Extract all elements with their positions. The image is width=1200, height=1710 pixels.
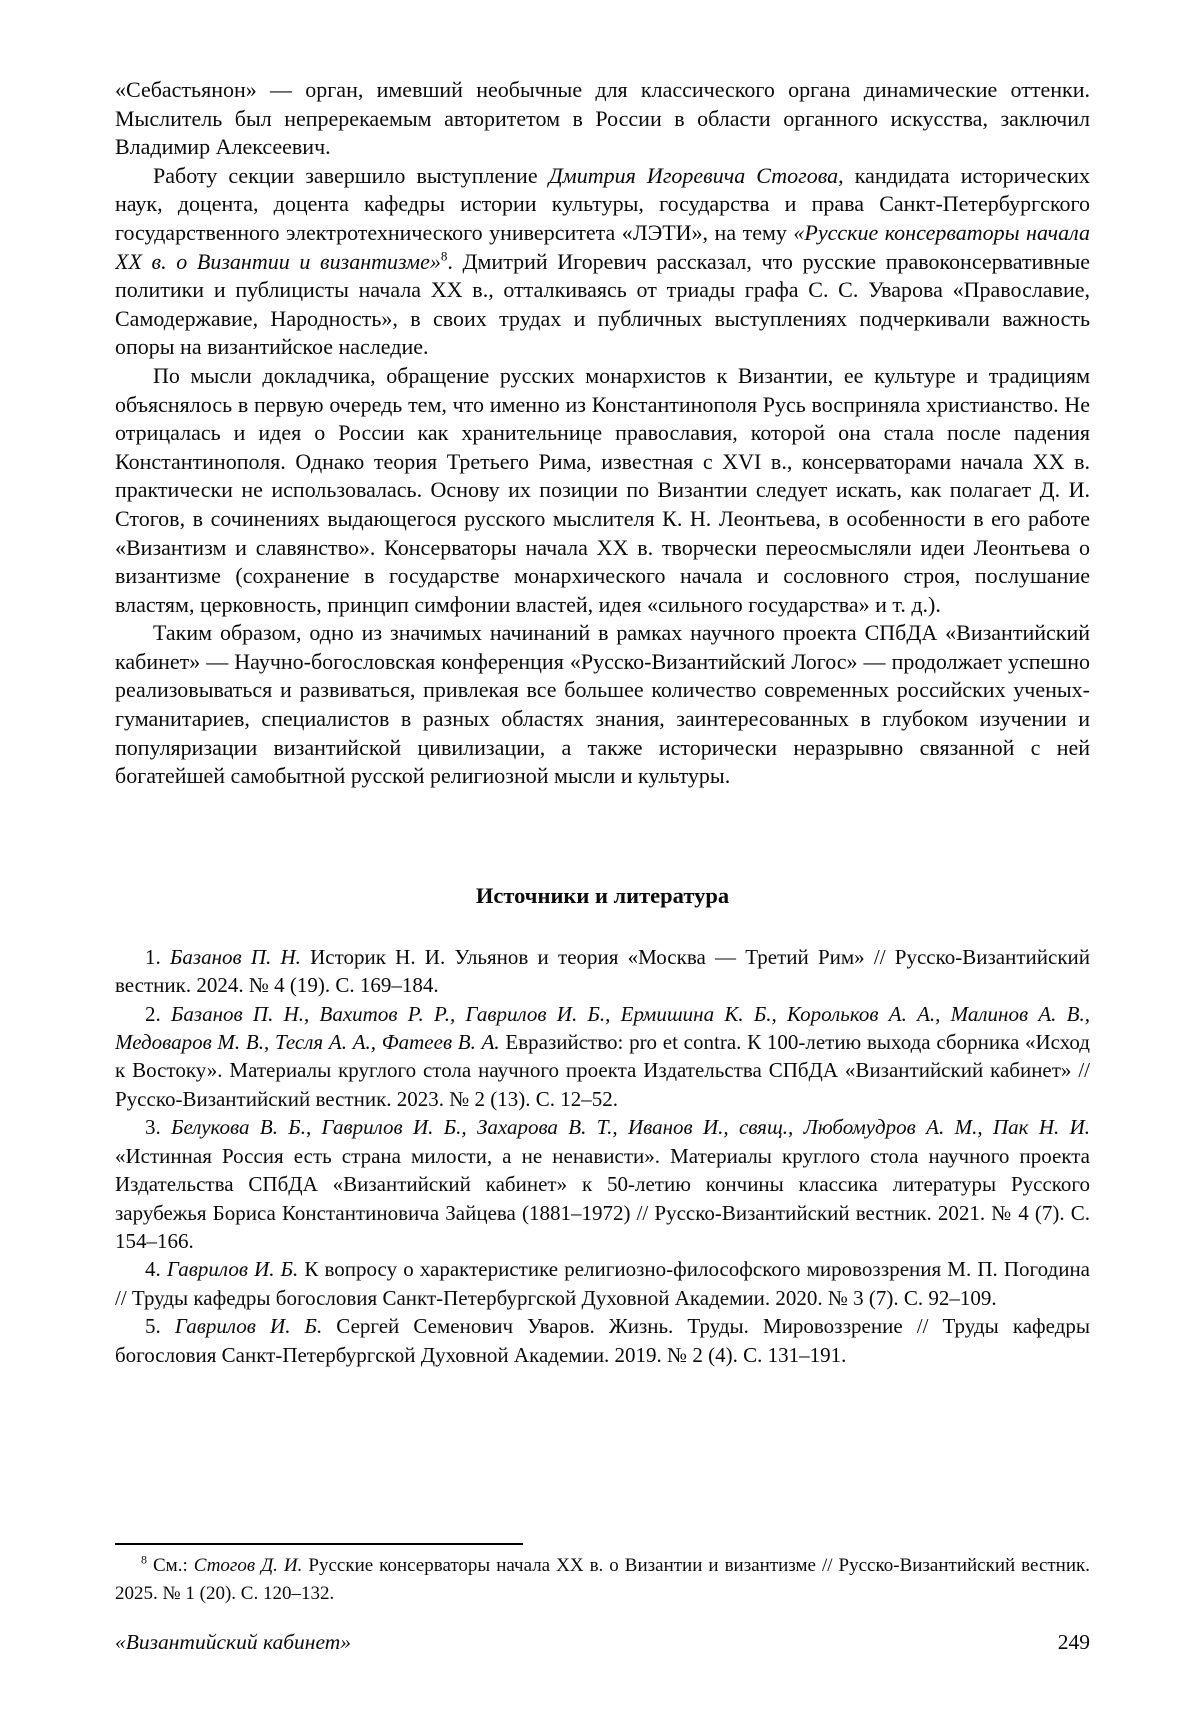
references-list [115, 943, 1090, 1369]
paragraph-sebastianon [115, 76, 1090, 162]
running-title: «Византийский кабинет» [115, 1630, 351, 1654]
page-content [115, 76, 1090, 1538]
reference-authors: Белукова В. Б., Гаврилов И. Б., Захарова В. Т., Иванов И., свящ., Любомудров А. М., Пак Н. И. [171, 1115, 1090, 1140]
reference-item-1 [115, 943, 1090, 1000]
sources-heading: Источники и литература [475, 882, 730, 908]
footnote-text: См.: [147, 1555, 194, 1576]
paragraph-text: Таким образом, одно из значимых начинаний в рамках научного проекта СПбДА «Византийский кабинет» — Научно-богословская конференция «Русско-Византийский Логос» — продолжает успешно реализовываться и развиваться, привлекая все большее количество современных российских ученых-гуманитариев, специалистов в разных областях знания, заинтересованных в глубоком изучении и популяризации византийской цивилизации, а также исторически неразрывно связанной с ней богатейшей самобытной русской религиозной мысли и культуры. [115, 620, 1090, 789]
report-title-italic: «Русские консерваторы начала XX в. о Византии и византизме» [115, 219, 1090, 274]
footnote-text: Русские консерваторы начала XX в. о Византии и византизме // Русско-Византийский вестник. 2025. № 1 (20). С. 120–132. [115, 1555, 1090, 1604]
reference-number: 4. [145, 1257, 167, 1282]
footnote-marker: 8 [141, 1552, 147, 1567]
paragraph-text: . Дмитрий Игоревич рассказал, что русские правоконсервативные политики и публицисты начала XX в., отталкиваясь от триады графа С. С. Уварова «Православие, Самодержавие, Народность», в своих трудах и публичных выступлениях подчеркивали важность опоры на византийское наследие. [115, 248, 1090, 360]
reference-number: 1. [145, 944, 170, 969]
footnote-block [115, 1543, 1090, 1608]
reference-authors: Базанов П. Н. [169, 944, 301, 969]
reference-number: 3. [145, 1115, 172, 1140]
reference-authors: Базанов П. Н., Вахитов Р. Р., Гаврилов И. Б., Ермишина К. Б., Корольков А. А., Малинов А. В., Медоваров М. В., Тесля А. А., Фатеев В. А. [115, 1001, 1090, 1055]
footnote-separator-rule [115, 1543, 523, 1545]
paragraph-text: , кандидата исторических наук, доцента, доцента кафедры истории культуры, государства и права Санкт-Петербургского государственного электротехнического университета «ЛЭТИ», на тему [115, 162, 1090, 245]
page-footer [115, 1630, 1090, 1655]
main-text-block [115, 76, 1090, 791]
paragraph-byzantium-appeal [115, 362, 1090, 619]
reference-number: 5. [145, 1314, 175, 1339]
paragraph-text: По мысли докладчика, обращение русских монархистов к Византии, ее культуре и традициям объяснялось в первую очередь тем, что именно из Константинополя Русь восприняла христианство. Не отрицалась и идея о России как хранительнице православия, которой она стала после падения Константинополя. Однако теория Третьего Рима, известная с XVI в., консерваторами начала XX в. практически не использовалась. Основу их позиции по Византии следует искать, как полагает Д. И. Стогов, в сочинениях выдающегося русского мыслителя К. Н. Леонтьева, в особенности в его работе «Византизм и славянство». Консерваторы начала XX в. творчески переосмысляли идеи Леонтьева о византизме (сохранение в государстве монархического начала и сословного строя, послушание властям, церковность, принцип симфонии властей, идея «сильного государства» и т. д.). [115, 362, 1090, 617]
footnote-authors: Стогов Д. И. [193, 1555, 303, 1576]
speaker-name-italic: Дмитрия Игоревича Стогова [548, 162, 839, 188]
reference-authors: Гаврилов И. Б. [166, 1257, 299, 1282]
reference-item-2 [115, 1000, 1090, 1114]
reference-number: 2. [145, 1001, 172, 1026]
page-number: 249 [1057, 1630, 1090, 1654]
footnote-reference-8: 8 [440, 248, 448, 264]
reference-text: Сергей Семенович Уваров. Жизнь. Труды. Мировоззрение // Труды кафедры богословия Санкт-Петербургской Духовной Академии. 2019. № 2 (4). С. 131–191. [115, 1314, 1090, 1367]
reference-text: Евразийство: pro et contra. К 100-летию выхода сборника «Исход к Востоку». Материалы круглого стола научного проекта Издательства СПбДА «Византийский кабинет» // Русско-Византийский вестник. 2023. № 2 (13). С. 12–52. [115, 1030, 1090, 1111]
reference-item-4 [115, 1255, 1090, 1312]
paragraph-text: Работу секции завершило выступление [153, 162, 549, 188]
reference-item-5 [115, 1312, 1090, 1369]
reference-authors: Гаврилов И. Б. [174, 1314, 323, 1339]
reference-text: Историк Н. И. Ульянов и теория «Москва — Третий Рим» // Русско-Византийский вестник. 2024. № 4 (19). С. 169–184. [115, 944, 1090, 998]
footnote-8 [115, 1552, 1090, 1608]
reference-item-3 [115, 1113, 1090, 1255]
paragraph-stogov-report [115, 162, 1090, 362]
reference-text: К вопросу о характеристике религиозно-философского мировоззрения М. П. Погодина // Труды кафедры богословия Санкт-Петербургской Духовной Академии. 2020. № 3 (7). С. 92–109. [115, 1257, 1090, 1310]
paragraph-text: «Себастьянон» — орган, имевший необычные для классического органа динамические оттенки. Мыслитель был непререкаемым авторитетом в России в области органного искусства, заключил Владимир Алексеевич. [115, 77, 1090, 160]
paragraph-conclusion [115, 619, 1090, 791]
reference-text: «Истинная Россия есть страна милости, а не ненависти». Материалы круглого стола научного проекта Издательства СПбДА «Византийский кабинет» к 50-летию кончины классика литературы Русского зарубежья Бориса Константиновича Зайцева (1881–1972) // Русско-Византийский вестник. 2021. № 4 (7). С. 154–166. [115, 1143, 1090, 1253]
